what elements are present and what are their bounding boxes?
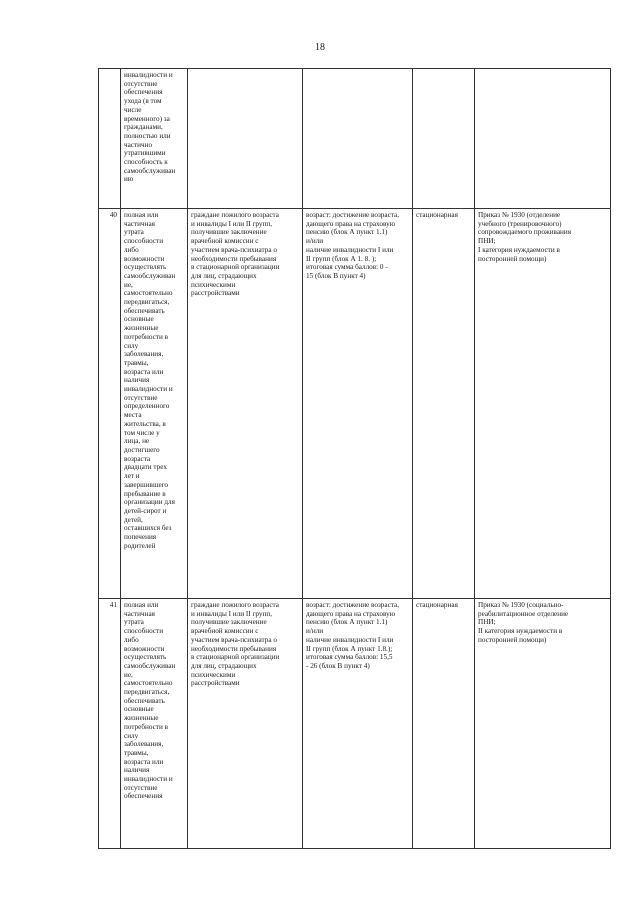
category-cell: граждане пожилого возраста и инвалиды I или II групп, получившие заключение врачебной комиссии с участием врача-психиатра о необходимости пребывания в стационарной организации для лиц, страдающих психическими расстройствами	[188, 599, 303, 849]
page-number: 18	[315, 42, 325, 53]
services-table	[98, 68, 611, 849]
criteria-cell: возраст: достижение возраста, дающего права на страховую пенсию (блок А пункт 1.1) и/или наличие инвалидности I или II групп (блок А пункт 1.8.); итоговая сумма баллов: 15,5 - 26 (блок В пункт 4)	[303, 599, 413, 849]
form-cell: стационарная	[413, 209, 475, 599]
condition-cell: полная или частичная утрата способности либо возможности осуществлять самообслуживан ие, самостоятельно передвигаться, обеспечивать основные жизненные потребности в силу заболевания, травмы, возраста или наличия инвалидности и отсутствие определенного места жительства, в том числе у лица, не достигшего возраста двадцати трех лет и завершившего пребывание в организации для детей-сирот и детей, оставшихся без попечения родителей	[121, 209, 188, 599]
form-cell: стационарная	[413, 599, 475, 849]
basis-cell: Приказ № 1930 (отделение учебного (тренировочного) сопровождаемого проживания ПНИ; I категория нуждаемости в посторонней помощи)	[475, 209, 611, 599]
table-row	[99, 209, 611, 599]
table-row	[99, 69, 611, 209]
row-number: 40	[99, 209, 121, 599]
criteria-cell	[303, 69, 413, 209]
basis-cell	[475, 69, 611, 209]
condition-cell: инвалидности и отсутствие обеспечения ухода (в том числе временного) за гражданами, полностью или частично утратившими способность к самообслуживан ию	[121, 69, 188, 209]
condition-cell: полная или частичная утрата способности либо возможности осуществлять самообслуживан ие, самостоятельно передвигаться, обеспечивать основные жизненные потребности в силу заболевания, травмы, возраста или наличия инвалидности и отсутствие обеспечения	[121, 599, 188, 849]
category-cell	[188, 69, 303, 209]
table-row	[99, 599, 611, 849]
row-number	[99, 69, 121, 209]
criteria-cell: возраст: достижение возраста, дающего права на страховую пенсию (блок А пункт 1.1) и/или наличие инвалидности I или II групп (блок А 1. 8. ); итоговая сумма баллов: 0 - 15 (блок В пункт 4)	[303, 209, 413, 599]
basis-cell: Приказ № 1930 (социально- реабилитационное отделение ПНИ; II категория нуждаемости в посторонней помощи)	[475, 599, 611, 849]
category-cell: граждане пожилого возраста и инвалиды I или II групп, получившие заключение врачебной комиссии с участием врача-психиатра о необходимости пребывания в стационарной организации для лиц, страдающих психическими расстройствами	[188, 209, 303, 599]
row-number: 41	[99, 599, 121, 849]
form-cell	[413, 69, 475, 209]
